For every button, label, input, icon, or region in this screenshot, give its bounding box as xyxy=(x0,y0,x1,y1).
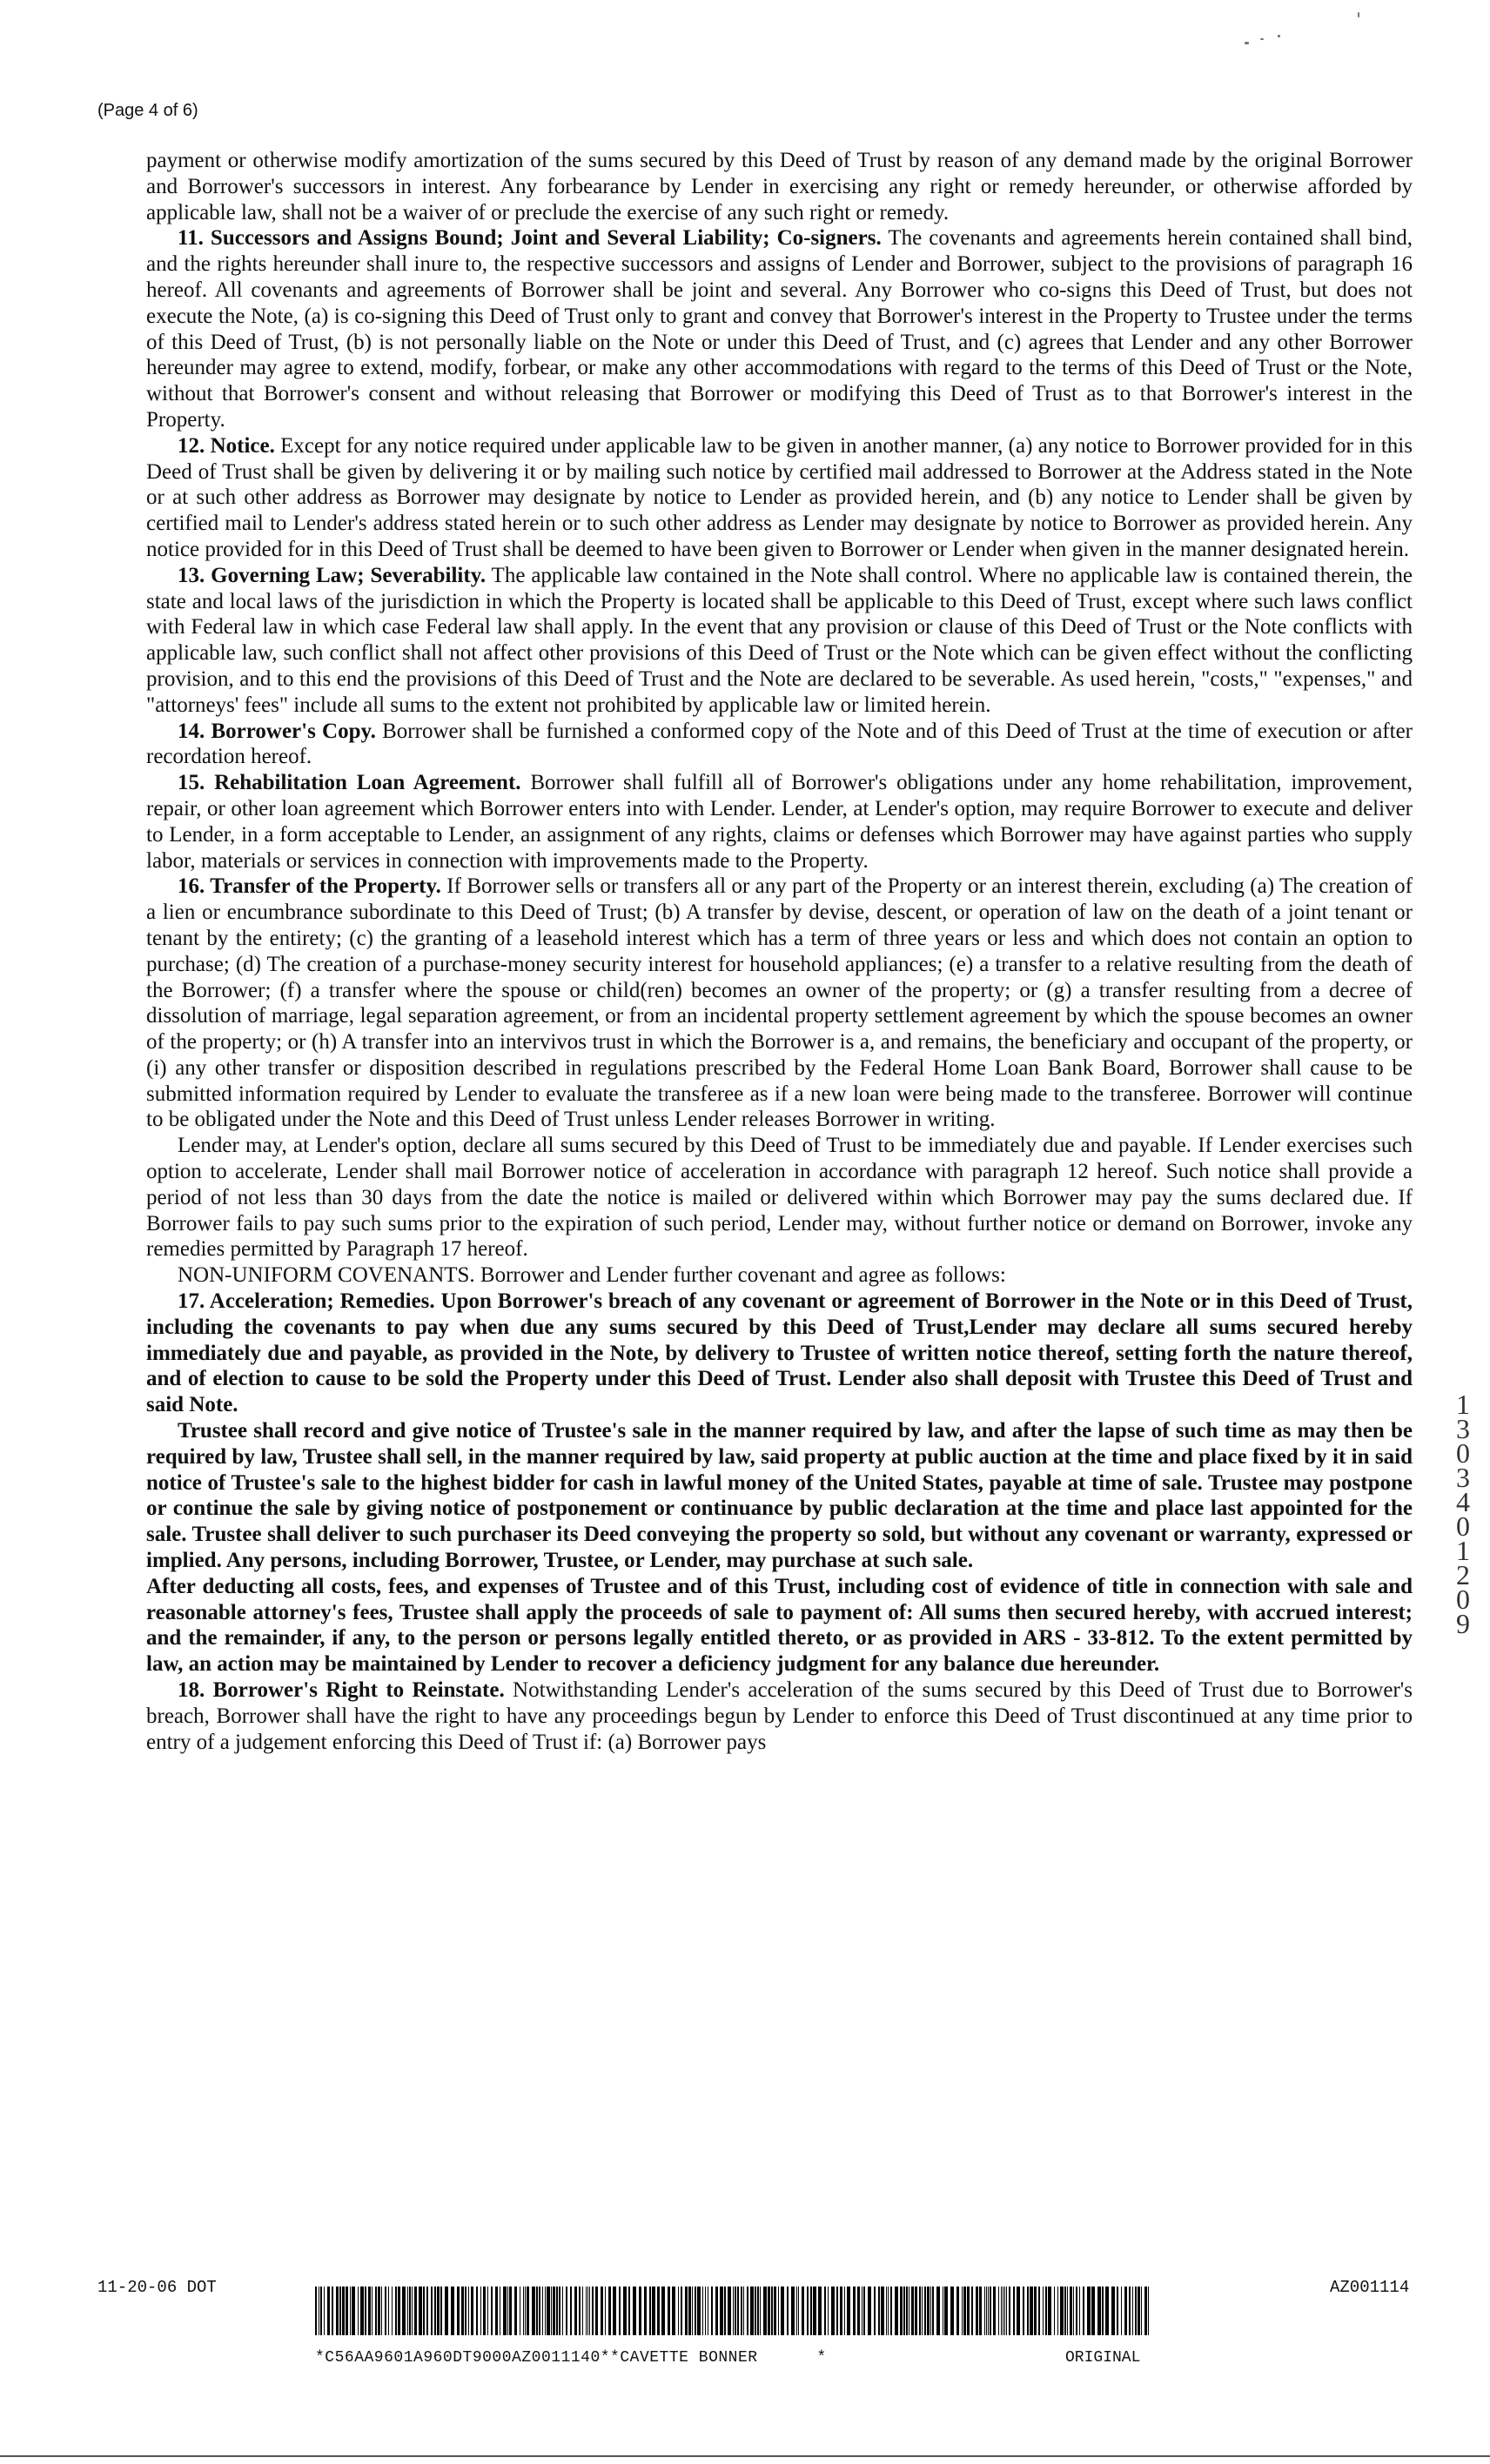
barcode-bar xyxy=(813,2287,816,2335)
barcode-bar xyxy=(724,2287,726,2335)
barcode-bar xyxy=(368,2287,371,2335)
barcode-bar xyxy=(619,2287,621,2335)
barcode-bar xyxy=(1087,2287,1091,2335)
barcode-bar xyxy=(711,2287,713,2335)
barcode-bar xyxy=(688,2287,691,2335)
paragraph-13 xyxy=(146,563,1413,719)
barcode-bar xyxy=(681,2287,682,2335)
barcode-bar xyxy=(1105,2287,1109,2335)
barcode-bar xyxy=(900,2287,903,2335)
barcode-bar xyxy=(1009,2287,1010,2335)
barcode-bar xyxy=(509,2287,512,2335)
barcode-bar xyxy=(1129,2287,1131,2335)
barcode-bar xyxy=(649,2287,651,2335)
barcode-bar xyxy=(720,2287,723,2335)
barcode-bar xyxy=(787,2287,789,2335)
barcode-bar xyxy=(657,2287,660,2335)
barcode-bar xyxy=(1135,2287,1137,2335)
barcode-bar xyxy=(1091,2287,1095,2335)
barcode-bar xyxy=(644,2287,647,2335)
barcode-bar xyxy=(695,2287,696,2335)
barcode-bar xyxy=(342,2287,345,2335)
barcode-bar xyxy=(774,2287,776,2335)
barcode-bar xyxy=(967,2287,970,2335)
barcode-bar xyxy=(1117,2287,1118,2335)
recording-number-stamp xyxy=(1450,1389,1476,1639)
paragraph-18 xyxy=(146,1677,1413,1755)
barcode-bar xyxy=(1038,2287,1040,2335)
barcode-bar xyxy=(539,2287,540,2335)
barcode-bar xyxy=(840,2287,842,2335)
stamp-digit: 1 xyxy=(1456,1389,1470,1420)
barcode-bar xyxy=(890,2287,892,2335)
barcode-bar xyxy=(574,2287,577,2335)
barcode-bar xyxy=(1073,2287,1074,2335)
barcode-bar xyxy=(586,2287,587,2335)
barcode-bar xyxy=(487,2287,488,2335)
barcode-bar xyxy=(678,2287,679,2335)
barcode-bar xyxy=(652,2287,655,2335)
barcode-bar xyxy=(551,2287,552,2335)
barcode-bar xyxy=(633,2287,636,2335)
barcode-bar xyxy=(836,2287,838,2335)
paragraph-17: 17. Acceleration; Remedies. Upon Borrower's breach of any covenant or agreement of Borrower in the Note or in this Deed of Trust, including the covenants to pay when due any sums secured by this Deed of Trust,Lender may declare all sums secured hereby immediately due and payable, as provided in the Note, by delivery to Trustee of written notice thereof, setting forth the nature thereof, and of election to cause to be sold the Property under this Deed of Trust. Lender also shall deposit with Trustee this Deed of Trust and said Note. xyxy=(146,1289,1413,1417)
barcode-bar xyxy=(1141,2287,1142,2335)
stamp-digit: 1 xyxy=(1456,1535,1470,1566)
paragraph-18-heading: 18. Borrower's Right to Reinstate. xyxy=(178,1678,505,1703)
barcode-bar xyxy=(668,2287,670,2335)
barcode-bar xyxy=(375,2287,377,2335)
barcode-bar xyxy=(465,2287,466,2335)
barcode-bar xyxy=(760,2287,761,2335)
paragraph-17-trustee-sale: Trustee shall record and give notice of Trustee's sale in the manner required by law, and after the lapse of such time as may then be required by law, Trustee shall sell, in the manner required by law, said property at public auction at the time and place fixed by it in said notice of Trustee's sale to the highest bidder for cash in lawful money of the United States, payable at time of sale. Trustee may postpone or continue the sale by giving notice of postponement or continuance by public declaration at the time and place last appointed for the sale. Trustee shall deliver to such purchaser its Deed conveying the property so sold, but without any covenant or warranty, expressed or implied. Any persons, including Borrower, Trustee, or Lender, may purchase at such sale. xyxy=(146,1419,1413,1573)
barcode-bar xyxy=(523,2287,524,2335)
paragraph-14 xyxy=(146,719,1413,771)
barcode-bar xyxy=(639,2287,641,2335)
barcode-bar xyxy=(993,2287,996,2335)
barcode-bar xyxy=(863,2287,865,2335)
paragraph-14-heading: 14. Borrower's Copy. xyxy=(178,719,376,743)
barcode-bar xyxy=(661,2287,665,2335)
barcode-bar xyxy=(327,2287,330,2335)
barcode-bar xyxy=(915,2287,917,2335)
barcode-bar xyxy=(1060,2287,1064,2335)
barcode xyxy=(315,2287,1151,2335)
paragraph-11 xyxy=(146,225,1413,432)
scan-speck xyxy=(1358,12,1359,17)
barcode-bar xyxy=(332,2287,333,2335)
barcode-bar xyxy=(476,2287,478,2335)
paragraph-11-text: The covenants and agreements herein contained shall bind, and the rights hereunder shall inure to, the respective successors and assigns of Lender and Borrower, subject to the provisions of paragraph 16 hereof. All covenants and agreements of Borrower shall be joint and several. Any Borrower who co-signs this Deed of Trust, but does not execute the Note, (a) is co-signing this Deed of Trust only to grant and convey that Borrower's interest in the Property to Trustee under the terms of this Deed of Trust, (b) is not personally liable on the Note or under this Deed of Trust, and (c) agrees that Lender and any other Borrower hereunder may agree to extend, modify, forbear, or make any other accommodations with regard to the terms of this Deed of Trust or the Note, without that Borrower's consent and without releasing that Borrower or modifying this Deed of Trust as to that Borrower's interest in the Property. xyxy=(146,226,1413,432)
barcode-bar xyxy=(1076,2287,1077,2335)
stamp-digit: 4 xyxy=(1456,1486,1470,1517)
barcode-bar xyxy=(1057,2287,1058,2335)
barcode-bar xyxy=(346,2287,348,2335)
barcode-bar xyxy=(692,2287,693,2335)
barcode-bar xyxy=(895,2287,898,2335)
barcode-bar xyxy=(507,2287,508,2335)
barcode-bar xyxy=(525,2287,526,2335)
barcode-bar xyxy=(385,2287,386,2335)
paragraph-12-text: Except for any notice required under applicable law to be given in another manner, (a) any notice to Borrower provided for in this Deed of Trust shall be given by delivering it or by mailing such notice by certified mail addressed to Borrower at the Address stated in the Note or at such other address as Borrower may designate by notice to Lender as provided herein, and (b) any notice to Lender shall be given by certified mail to Lender's address stated herein or to such other address as Lender may designate by notice to Borrower as provided herein. Any notice provided for in this Deed of Trust shall be deemed to have been given to Borrower or Lender when given in the manner designated herein. xyxy=(146,433,1413,561)
bottom-border xyxy=(0,2455,1490,2457)
barcode-bar xyxy=(1054,2287,1055,2335)
barcode-bar xyxy=(747,2287,748,2335)
barcode-bar xyxy=(807,2287,809,2335)
barcode-bar xyxy=(414,2287,417,2335)
barcode-bar xyxy=(888,2287,889,2335)
barcode-bar xyxy=(553,2287,555,2335)
barcode-bar xyxy=(988,2287,989,2335)
barcode-bar xyxy=(728,2287,731,2335)
barcode-bar xyxy=(1102,2287,1104,2335)
barcode-bar xyxy=(685,2287,688,2335)
barcode-bar xyxy=(613,2287,616,2335)
barcode-bar xyxy=(562,2287,563,2335)
barcode-bar xyxy=(495,2287,498,2335)
barcode-caption: *C56AA9601A960DT9000AZ0011140**CAVETTE BONNER * xyxy=(315,2349,827,2367)
paragraph-14-text: Borrower shall be furnished a conformed copy of the Note and of this Deed of Trust at the time of execution or after recordation hereof. xyxy=(146,719,1413,769)
barcode-bar xyxy=(944,2287,948,2335)
barcode-bar xyxy=(771,2287,773,2335)
barcode-bar xyxy=(962,2287,963,2335)
barcode-bar xyxy=(426,2287,428,2335)
scan-speck xyxy=(1260,38,1264,40)
barcode-bar xyxy=(1067,2287,1068,2335)
barcode-bar xyxy=(587,2287,588,2335)
barcode-bar xyxy=(755,2287,756,2335)
barcode-bar xyxy=(471,2287,473,2335)
barcode-bar xyxy=(1004,2287,1005,2335)
barcode-bar xyxy=(491,2287,493,2335)
barcode-bar xyxy=(445,2287,448,2335)
barcode-bar xyxy=(1124,2287,1127,2335)
paragraph-16 xyxy=(146,874,1413,1133)
barcode-bar xyxy=(324,2287,325,2335)
barcode-bar xyxy=(1121,2287,1122,2335)
barcode-bar xyxy=(1023,2287,1024,2335)
barcode-bar xyxy=(936,2287,940,2335)
barcode-bar xyxy=(556,2287,558,2335)
barcode-bar xyxy=(810,2287,812,2335)
document-body xyxy=(146,148,1413,1755)
barcode-bar xyxy=(956,2287,959,2335)
barcode-bar xyxy=(1027,2287,1029,2335)
stamp-digit: 0 xyxy=(1456,1510,1470,1542)
barcode-bar xyxy=(1111,2287,1115,2335)
stamp-digit: 3 xyxy=(1456,1413,1470,1444)
stamp-digit: 0 xyxy=(1456,1437,1470,1469)
paragraph-12-heading: 12. Notice. xyxy=(178,433,275,458)
barcode-bar xyxy=(1030,2287,1033,2335)
stamp-digit: 2 xyxy=(1456,1559,1470,1590)
barcode-bar xyxy=(874,2287,876,2335)
barcode-bar xyxy=(451,2287,454,2335)
barcode-bar xyxy=(757,2287,759,2335)
paragraph-16-text: If Borrower sells or transfers all or any part of the Property or an interest therein, excluding (a) The creation of a lien or encumbrance subordinate to this Deed of Trust; (b) A transfer by devise, descent, or operation of law on the death of a joint tenant or tenant by the entirety; (c) the granting of a leasehold interest which has a term of three years or less and which does not contain an option to purchase; (d) The creation of a purchase-money security interest for household appliances; (e) a transfer to a relative resulting from the death of the Borrower; (f) a transfer where the spouse or child(ren) becomes an owner of the property; or (g) a transfer resulting from a decree of dissolution of marriage, legal separation agreement, or from an incidental property settlement agreement by which the spouse becomes an owner of the property; or (h) A transfer into an intervivos trust in which the Borrower is a, and remains, the beneficiary and occupant of the property, or (i) any other transfer or disposition described in regulations prescribed by the Federal Home Loan Bank Board, Borrower shall cause to be submitted information required by Lender to evaluate the transferee as if a new loan were being made to the transferee. Borrower will continue to be obligated under the Note and this Deed of Trust unless Lender releases Borrower in writing. xyxy=(146,874,1413,1132)
barcode-bar xyxy=(532,2287,535,2335)
barcode-bar xyxy=(378,2287,380,2335)
barcode-bar xyxy=(733,2287,734,2335)
barcode-bar xyxy=(398,2287,400,2335)
barcode-bar xyxy=(315,2287,317,2335)
barcode-bar xyxy=(480,2287,481,2335)
barcode-bar xyxy=(582,2287,583,2335)
barcode-bar xyxy=(601,2287,603,2335)
barcode-bar xyxy=(579,2287,581,2335)
barcode-bar xyxy=(990,2287,991,2335)
barcode-bar xyxy=(440,2287,442,2335)
barcode-bar xyxy=(1013,2287,1015,2335)
barcode-bar xyxy=(847,2287,850,2335)
barcode-bar xyxy=(434,2287,436,2335)
barcode-bar xyxy=(886,2287,887,2335)
paragraph-13-heading: 13. Governing Law; Severability. xyxy=(178,563,487,587)
barcode-bar xyxy=(796,2287,797,2335)
barcode-bar xyxy=(831,2287,835,2335)
barcode-bar xyxy=(798,2287,799,2335)
stamp-digit: 0 xyxy=(1456,1584,1470,1615)
barcode-bar xyxy=(595,2287,598,2335)
barcode-bar xyxy=(950,2287,954,2335)
barcode-bar xyxy=(979,2287,982,2335)
barcode-bar xyxy=(778,2287,779,2335)
barcode-bar xyxy=(412,2287,413,2335)
barcode-bar xyxy=(735,2287,736,2335)
paragraph-15-text: Borrower shall fulfill all of Borrower's obligations under any home rehabilitation, improvement, repair, or other loan agreement which Borrower enters into with Lender. Lender, at Lender's option, may require Borrower to execute and deliver to Lender, in a form acceptable to Lender, an assignment of any rights, claims or defenses which Borrower may have against parties who supply labor, materials or services in connection with improvements made to the Property. xyxy=(146,771,1413,873)
paragraph-16-heading: 16. Transfer of the Property. xyxy=(178,874,441,899)
barcode-bar xyxy=(906,2287,908,2335)
barcode-bar xyxy=(1001,2287,1002,2335)
barcode-bar xyxy=(419,2287,422,2335)
barcode-bar xyxy=(768,2287,770,2335)
barcode-bar xyxy=(824,2287,826,2335)
barcode-bar xyxy=(737,2287,739,2335)
barcode-bar xyxy=(431,2287,433,2335)
scan-speck xyxy=(1278,35,1280,37)
barcode-bar xyxy=(457,2287,460,2335)
stamp-digit: 3 xyxy=(1456,1462,1470,1493)
barcode-bar xyxy=(763,2287,767,2335)
barcode-bar xyxy=(1079,2287,1080,2335)
barcode-bar xyxy=(1045,2287,1047,2335)
barcode-bar xyxy=(963,2287,966,2335)
barcode-bar xyxy=(976,2287,978,2335)
non-uniform-covenants: NON-UNIFORM COVENANTS. Borrower and Lender further covenant and agree as follows: xyxy=(178,1263,1006,1288)
barcode-bar xyxy=(1144,2287,1147,2335)
paragraph-17-proceeds: After deducting all costs, fees, and expenses of Trustee and of this Trust, including cost of evidence of title in connection with sale and reasonable attorney's fees, Trustee shall apply the proceeds of sale to payment of: All sums then secured hereby, with accrued interest; and the remainder, if any, to the person or persons legally entitled thereto, or as provided in ARS - 33-812. To the extent permitted by law, an action may be maintained by Lender to recover a deficiency judgment for any balance due hereunder. xyxy=(146,1574,1413,1677)
paragraph-16-acceleration: Lender may, at Lender's option, declare all sums secured by this Deed of Trust to be immediately due and payable. If Lender exercises such option to accelerate, Lender shall mail Borrower notice of acceleration in accordance with paragraph 12 hereof. Such notice shall provide a period of not less than 30 days from the date the notice is mailed or delivered within which Borrower may pay the sums declared due. If Borrower fails to pay such sums prior to the expiration of such period, Lender may, without further notice or demand on Borrower, invoke any remedies permitted by Paragraph 17 hereof. xyxy=(146,1134,1413,1262)
barcode-bar xyxy=(853,2287,856,2335)
paragraph-13-text: The applicable law contained in the Note shall control. Where no applicable law is contained therein, the state and local laws of the jurisdiction in which the Property is located shall be applicable to this Deed of Trust, except where such laws conflict with Federal law in which case Federal law shall apply. In the event that any provision or clause of this Deed of Trust or the Note conflicts with applicable law, such conflict shall not affect other provisions of this Deed of Trust or the Note which can be given effect without the conflicting provision, and to this end the provisions of this Deed of Trust and the Note are declared to be severable. As used herein, "costs," "expenses," and "attorneys' fees" include all sums to the extent not prohibited by applicable law or limited herein. xyxy=(146,563,1413,717)
barcode-bar xyxy=(608,2287,611,2335)
barcode-bar xyxy=(589,2287,590,2335)
barcode-bar xyxy=(483,2287,486,2335)
barcode-bar xyxy=(919,2287,921,2335)
stamp-digit: 9 xyxy=(1456,1608,1470,1639)
paragraph-continuation: payment or otherwise modify amortization of the sums secured by this Deed of Trust by reason of any demand made by the original Borrower and Borrower's successors in interest. Any forbearance by Lender in exercising any right or remedy hereunder, or otherwise afforded by applicable law, shall not be a waiver of or preclude the exercise of any such right or remedy. xyxy=(146,149,1413,224)
barcode-bar xyxy=(388,2287,389,2335)
form-code: 11-20-06 DOT xyxy=(97,2278,217,2297)
document-id: AZ001114 xyxy=(1330,2278,1410,2297)
barcode-bar xyxy=(922,2287,923,2335)
barcode-bar xyxy=(878,2287,880,2335)
barcode-bar xyxy=(986,2287,987,2335)
barcode-bar xyxy=(1034,2287,1037,2335)
barcode-bar xyxy=(559,2287,560,2335)
barcode-bar xyxy=(702,2287,703,2335)
barcode-bar xyxy=(984,2287,985,2335)
barcode-bar xyxy=(1148,2287,1149,2335)
barcode-bar xyxy=(743,2287,744,2335)
barcode-bar xyxy=(818,2287,822,2335)
barcode-bar xyxy=(402,2287,406,2335)
barcode-bar xyxy=(844,2287,845,2335)
barcode-bar xyxy=(1043,2287,1044,2335)
barcode-bar xyxy=(741,2287,742,2335)
barcode-bar xyxy=(903,2287,905,2335)
barcode-bar xyxy=(971,2287,973,2335)
barcode-bar xyxy=(336,2287,339,2335)
barcode-bar xyxy=(802,2287,804,2335)
barcode-bar xyxy=(1097,2287,1101,2335)
barcode-bar xyxy=(536,2287,538,2335)
barcode-bar xyxy=(932,2287,934,2335)
barcode-bar xyxy=(623,2287,627,2335)
barcode-bar xyxy=(998,2287,999,2335)
barcode-bar xyxy=(1083,2287,1084,2335)
barcode-bar xyxy=(409,2287,411,2335)
barcode-bar xyxy=(381,2287,382,2335)
barcode-bar xyxy=(1132,2287,1133,2335)
barcode-bar xyxy=(927,2287,930,2335)
barcode-bar xyxy=(339,2287,341,2335)
barcode-bar xyxy=(392,2287,393,2335)
barcode-bar xyxy=(791,2287,795,2335)
barcode-bar xyxy=(911,2287,914,2335)
barcode-bar xyxy=(365,2287,366,2335)
barcode-bar xyxy=(750,2287,754,2335)
paragraph-18-text: Notwithstanding Lender's acceleration of the sums secured by this Deed of Trust due to Borrower's breach, Borrower shall have the right to have any proceedings begun by Lender to enforce this Deed of Trust discontinued at any time prior to entry of a judgement enforcing this Deed of Trust if: (a) Borrower pays xyxy=(146,1678,1413,1754)
barcode-bar xyxy=(781,2287,784,2335)
barcode-bar xyxy=(360,2287,364,2335)
barcode-bar xyxy=(1006,2287,1007,2335)
barcode-bar xyxy=(930,2287,931,2335)
barcode-bar xyxy=(570,2287,572,2335)
barcode-bar xyxy=(705,2287,706,2335)
barcode-bar xyxy=(320,2287,322,2335)
barcode-bar xyxy=(527,2287,529,2335)
barcode-bar xyxy=(352,2287,355,2335)
page-number-label: (Page 4 of 6) xyxy=(97,101,198,120)
paragraph-15 xyxy=(146,770,1413,874)
barcode-bar xyxy=(514,2287,517,2335)
barcode-bar xyxy=(545,2287,546,2335)
barcode-bar xyxy=(547,2287,550,2335)
barcode-bar xyxy=(1017,2287,1020,2335)
barcode-bar xyxy=(828,2287,829,2335)
barcode-bar xyxy=(423,2287,425,2335)
barcode-bar xyxy=(672,2287,675,2335)
barcode-bar xyxy=(881,2287,884,2335)
barcode-bar xyxy=(468,2287,469,2335)
barcode-bar xyxy=(628,2287,630,2335)
barcode-bar xyxy=(395,2287,397,2335)
barcode-bar xyxy=(1064,2287,1066,2335)
scan-speck xyxy=(1245,42,1249,44)
barcode-bar xyxy=(542,2287,543,2335)
barcode-bar xyxy=(437,2287,440,2335)
paragraph-12 xyxy=(146,433,1413,563)
barcode-bar xyxy=(697,2287,701,2335)
barcode-bar xyxy=(1138,2287,1140,2335)
barcode-bar xyxy=(566,2287,567,2335)
barcode-bar xyxy=(358,2287,359,2335)
barcode-bar xyxy=(1048,2287,1051,2335)
barcode-bar xyxy=(350,2287,351,2335)
paragraph-11-heading: 11. Successors and Assigns Bound; Joint and Several Liability; Co-signers. xyxy=(178,226,882,251)
barcode-bar xyxy=(592,2287,594,2335)
barcode-bar xyxy=(503,2287,507,2335)
original-label: ORIGINAL xyxy=(1065,2349,1141,2367)
barcode-bar xyxy=(1070,2287,1072,2335)
barcode-bar xyxy=(924,2287,926,2335)
barcode-bar xyxy=(868,2287,871,2335)
barcode-bar xyxy=(407,2287,408,2335)
barcode-bar xyxy=(715,2287,718,2335)
barcode-bar xyxy=(857,2287,860,2335)
barcode-bar xyxy=(461,2287,464,2335)
barcode-bar xyxy=(605,2287,606,2335)
paragraph-15-heading: 15. Rehabilitation Loan Agreement. xyxy=(178,771,521,795)
